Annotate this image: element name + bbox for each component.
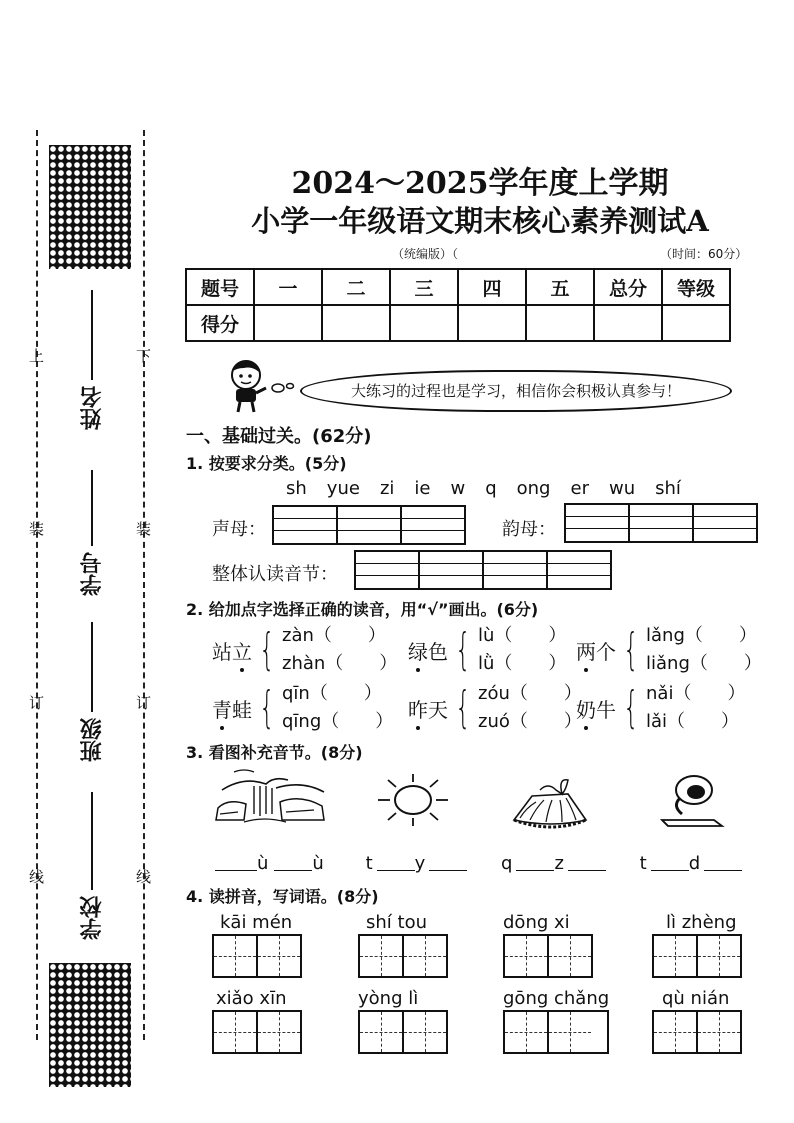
dotted-char: 昨: [408, 694, 428, 723]
binding-char-xian-right: 线: [136, 868, 152, 886]
class-field[interactable]: [72, 622, 112, 762]
binding-char-zhuang-right: 装: [136, 520, 152, 538]
word-pinyin: kāi mén: [220, 912, 293, 933]
school-field[interactable]: [72, 792, 112, 940]
pronunciation-option[interactable]: lǎng（ ）: [646, 625, 757, 646]
brace-icon: {: [623, 624, 639, 675]
pronunciation-option[interactable]: zàn（ ）: [282, 625, 386, 646]
given-sound: z: [554, 853, 564, 874]
student-id-label: 学号: [79, 552, 105, 596]
pronunciation-option[interactable]: lǎi（ ）: [646, 711, 740, 732]
answer-cell[interactable]: [548, 552, 612, 588]
pronunciation-option[interactable]: liǎng（ ）: [646, 653, 762, 674]
q3-syllable-blanks: [215, 852, 742, 874]
answer-cell[interactable]: [338, 507, 402, 543]
binding-char-ding-left: 订: [29, 694, 45, 712]
binding-line-right: [143, 130, 145, 1040]
word-box-gongchang: [503, 988, 609, 1054]
answer-cell[interactable]: [484, 552, 548, 588]
dot-pattern-bottom: [49, 963, 131, 1087]
syllable: ie: [414, 478, 431, 499]
score-input-cell[interactable]: [322, 305, 390, 341]
score-input-cell[interactable]: [390, 305, 458, 341]
binding-char-top-right: 下: [136, 347, 152, 365]
word-pinyin: shí tou: [366, 912, 427, 933]
answer-blank[interactable]: [704, 852, 742, 871]
dotted-char: 两: [576, 636, 596, 665]
encouragement-bubble: 大练习的过程也是学习，相信你会积极认真参与！: [300, 370, 732, 412]
word-box-dongxi: [503, 912, 593, 978]
word-box-kaimen: [212, 912, 302, 978]
answer-blank[interactable]: [377, 852, 415, 871]
name-field[interactable]: [72, 290, 112, 430]
class-label: 班级: [79, 718, 105, 762]
answer-cell[interactable]: [630, 505, 694, 541]
writing-cell[interactable]: [549, 1012, 591, 1052]
whole-syllable-label: 整体认读音节：: [212, 564, 338, 585]
dot-pattern-top: [49, 145, 131, 269]
lamp-icon: [660, 770, 726, 828]
writing-cell[interactable]: [505, 1012, 549, 1052]
score-input-cell[interactable]: [254, 305, 322, 341]
sun-icon: [372, 770, 454, 830]
binding-char-top-left: 上: [29, 347, 45, 365]
given-sound: ù: [257, 853, 269, 874]
dotted-char: 奶: [576, 694, 596, 723]
answer-cell[interactable]: [694, 505, 756, 541]
initials-answer-grid[interactable]: [272, 505, 466, 545]
writing-cell[interactable]: [549, 936, 591, 976]
class-line: [91, 622, 93, 712]
writing-cell[interactable]: [214, 1012, 258, 1052]
edition-label: （统编版）（: [392, 247, 459, 261]
tianzige-grid[interactable]: [503, 1010, 609, 1054]
score-table-header-row: [186, 269, 730, 305]
word-box-qunian: [652, 988, 742, 1054]
pronunciation-option[interactable]: lǜ（ ）: [478, 653, 567, 674]
writing-cell[interactable]: [360, 936, 404, 976]
q2-item-zuotian: [408, 680, 582, 736]
skirt-icon: [506, 772, 596, 830]
writing-cell[interactable]: [698, 1012, 740, 1052]
syllable: zi: [379, 478, 395, 499]
syllable: wu: [608, 478, 636, 499]
exam-title-line1: 2024～2025学年度上学期: [291, 166, 669, 201]
word-char: 站: [212, 639, 232, 664]
word-pinyin: lì zhèng: [666, 912, 737, 933]
score-cell: 一: [254, 269, 322, 305]
word-pinyin: yòng lì: [358, 988, 419, 1009]
answer-blank[interactable]: [651, 852, 689, 871]
word-char: 蛙: [232, 697, 252, 722]
whole-syllable-answer-grid[interactable]: [354, 550, 612, 590]
writing-cell[interactable]: [258, 1012, 300, 1052]
answer-blank[interactable]: [516, 852, 554, 871]
exam-title-line2: 小学一年级语文期末核心素养测试A: [251, 204, 709, 238]
syllable: w: [450, 478, 466, 499]
syllable: er: [570, 478, 589, 499]
score-input-cell[interactable]: [458, 305, 526, 341]
writing-cell[interactable]: [404, 936, 446, 976]
tianzige-grid[interactable]: [358, 1010, 448, 1054]
syllable: ong: [516, 478, 551, 499]
q2-item-lvse: [408, 622, 566, 678]
q1-title: 1. 按要求分类。(5分): [186, 454, 347, 473]
syllable: sh: [286, 478, 307, 499]
brace-icon: {: [259, 682, 275, 733]
given-sound: d: [688, 853, 701, 874]
pronunciation-option[interactable]: zóu（ ）: [478, 683, 582, 704]
score-input-cell[interactable]: [526, 305, 594, 341]
pronunciation-option[interactable]: nǎi（ ）: [646, 683, 746, 704]
writing-cell[interactable]: [214, 936, 258, 976]
q4-title: 4. 读拼音，写词语。(8分): [186, 887, 379, 906]
score-cell: 四: [458, 269, 526, 305]
q2-item-liangge: [576, 622, 762, 678]
word-char: 牛: [596, 697, 616, 722]
finals-answer-grid[interactable]: [564, 503, 758, 543]
q2-item-nainiu: [576, 680, 745, 736]
pronunciation-option[interactable]: qīn（ ）: [282, 683, 382, 704]
word-box-yongli: [358, 988, 448, 1054]
word-pinyin: qù nián: [662, 988, 730, 1009]
time-label: （时间：60分）: [660, 247, 748, 261]
writing-cell[interactable]: [360, 1012, 404, 1052]
brace-icon: {: [455, 682, 471, 733]
score-cell: 二: [322, 269, 390, 305]
brace-icon: {: [259, 624, 275, 675]
school-label: 学校: [79, 896, 105, 940]
writing-cell[interactable]: [505, 936, 549, 976]
writing-cell[interactable]: [654, 1012, 698, 1052]
tianzige-grid[interactable]: [503, 934, 593, 978]
pronunciation-option[interactable]: qīng（ ）: [282, 711, 394, 732]
score-cell: 题号: [186, 269, 254, 305]
given-sound: t: [365, 853, 373, 874]
score-cell: 总分: [594, 269, 662, 305]
word-box-lizheng: [652, 912, 742, 978]
section-1-title: 一、基础过关。(62分): [186, 426, 372, 447]
q3-title: 3. 看图补充音节。(8分): [186, 743, 363, 762]
answer-blank[interactable]: [568, 852, 606, 871]
waterfall-icon: [214, 768, 328, 828]
brace-icon: {: [623, 682, 639, 733]
tianzige-grid[interactable]: [212, 934, 302, 978]
tianzige-grid[interactable]: [652, 934, 742, 978]
tianzige-grid[interactable]: [652, 1010, 742, 1054]
score-row-label: 得分: [186, 305, 254, 341]
name-line: [91, 290, 93, 380]
word-char: 天: [428, 697, 448, 722]
pronunciation-option[interactable]: lù（ ）: [478, 625, 567, 646]
score-cell: 等级: [662, 269, 730, 305]
answer-blank[interactable]: [215, 852, 257, 871]
binding-char-zhuang-left: 装: [29, 520, 45, 538]
answer-cell[interactable]: [274, 507, 338, 543]
binding-char-xian-left: 线: [29, 868, 45, 886]
tianzige-grid[interactable]: [212, 1010, 302, 1054]
syllable: shí: [655, 478, 681, 499]
brace-icon: {: [455, 624, 471, 675]
dotted-char: 绿: [408, 636, 428, 665]
answer-blank[interactable]: [274, 852, 312, 871]
score-input-cell[interactable]: [594, 305, 662, 341]
writing-cell[interactable]: [698, 936, 740, 976]
given-sound: ù: [312, 853, 324, 874]
student-id-line: [91, 470, 93, 546]
q2-item-zhanli: [212, 622, 397, 678]
mascot-icon: [222, 358, 302, 414]
word-char: 个: [596, 639, 616, 664]
answer-cell[interactable]: [566, 505, 630, 541]
finals-label: 韵母：: [502, 519, 556, 540]
answer-blank[interactable]: [429, 852, 467, 871]
pronunciation-option[interactable]: zuó（ ）: [478, 711, 582, 732]
word-box-shitou: [358, 912, 448, 978]
student-id-field[interactable]: [72, 470, 112, 596]
answer-cell[interactable]: [420, 552, 484, 588]
q1-syllable-list: [286, 478, 701, 499]
word-pinyin: gōng chǎng: [503, 988, 610, 1009]
given-sound: t: [639, 853, 647, 874]
score-cell: 五: [526, 269, 594, 305]
binding-char-ding-right: 订: [136, 694, 152, 712]
given-sound: y: [414, 853, 426, 874]
writing-cell[interactable]: [404, 1012, 446, 1052]
dotted-char: 立: [232, 636, 252, 665]
word-box-xiaoxin: [212, 988, 302, 1054]
answer-cell[interactable]: [402, 507, 464, 543]
answer-cell[interactable]: [356, 552, 420, 588]
tianzige-grid[interactable]: [358, 934, 448, 978]
name-label: 姓名: [79, 386, 105, 430]
school-line: [91, 792, 93, 890]
q2-item-qingwa: [212, 680, 393, 736]
word-pinyin: dōng xi: [503, 912, 570, 933]
binding-line-left: [36, 130, 38, 1040]
initials-label: 声母：: [212, 519, 266, 540]
syllable: yue: [326, 478, 360, 499]
writing-cell[interactable]: [258, 936, 300, 976]
score-table: [185, 268, 731, 342]
dotted-char: 青: [212, 694, 232, 723]
q2-title: 2. 给加点字选择正确的读音，用“√”画出。(6分): [186, 600, 539, 619]
score-input-cell[interactable]: [662, 305, 730, 341]
given-sound: q: [501, 853, 513, 874]
writing-cell[interactable]: [654, 936, 698, 976]
score-table-score-row: [186, 305, 730, 341]
word-char: 色: [428, 639, 448, 664]
syllable: q: [485, 478, 497, 499]
word-pinyin: xiǎo xīn: [216, 988, 287, 1009]
score-cell: 三: [390, 269, 458, 305]
pronunciation-option[interactable]: zhàn（ ）: [282, 653, 398, 674]
